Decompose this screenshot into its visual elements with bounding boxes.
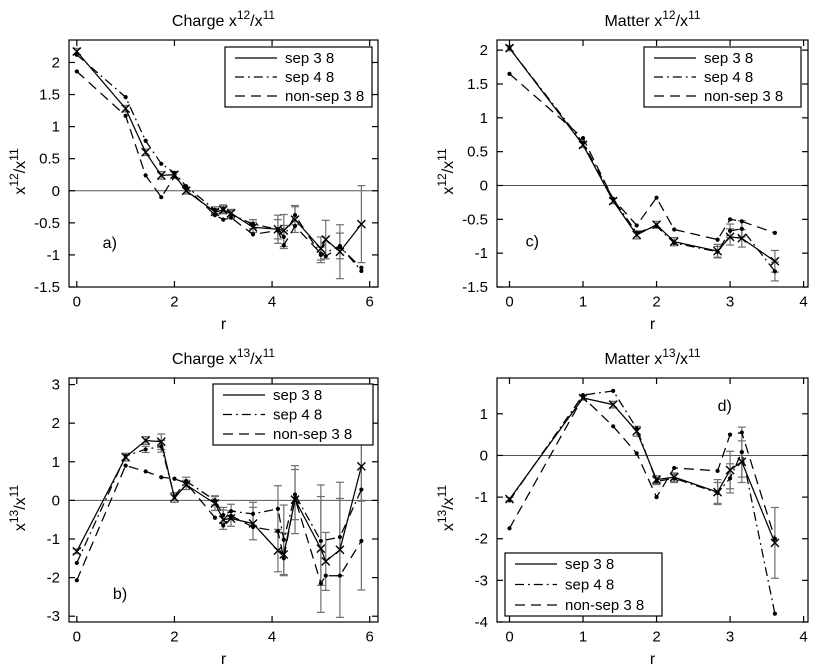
x-tick-label: 4: [267, 628, 277, 646]
y-tick-label: 2: [51, 54, 60, 72]
xlabel-a: r: [220, 316, 227, 333]
legend-label: sep 4 8: [285, 69, 335, 86]
y-tick-label: -1.5: [462, 279, 488, 296]
panel-label-c: c): [525, 233, 540, 251]
x-tick-label: 2: [652, 293, 661, 311]
legend-b: [213, 384, 373, 445]
legend-d: [505, 553, 662, 616]
series-line-b-non-sep-3-8: [77, 466, 362, 584]
series-markers-d-non-sep-3-8: [507, 395, 777, 541]
y-tick-label: 2: [51, 415, 60, 433]
subplot-c: [435, 8, 808, 333]
y-tick-label: 1.5: [467, 75, 488, 93]
legend-label: sep 3 8: [273, 387, 323, 404]
series-markers-b-sep-3-8: [73, 437, 366, 566]
y-tick-label: 1.5: [39, 86, 60, 104]
ylabel-d: $x^{13}/x^{11}$: [435, 484, 457, 532]
y-tick-label: 0: [479, 447, 488, 465]
xlabel-b: r: [220, 651, 227, 668]
y-tick-label: 0.5: [467, 143, 488, 161]
error-bars-d: [505, 396, 778, 578]
legend-label: sep 4 8: [704, 69, 754, 86]
x-tick-label: 6: [365, 628, 374, 646]
y-tick-label: -1: [474, 489, 488, 507]
x-tick-label: 1: [578, 628, 588, 646]
legend-label: sep 3 8: [565, 556, 615, 573]
x-tick-label: 4: [799, 628, 808, 646]
subplot-title-b: Charge $x^{13}/x^{11}$: [171, 346, 276, 368]
y-tick-label: 1: [51, 118, 60, 136]
y-tick-label: 0: [51, 492, 60, 510]
ylabel-b: $x^{13}/x^{11}$: [7, 484, 29, 532]
subplot-d: [435, 346, 808, 668]
x-tick-label: 0: [72, 293, 81, 311]
x-tick-label: 4: [267, 293, 277, 311]
legend-c: [644, 47, 801, 107]
x-tick-label: 0: [505, 628, 514, 646]
ylabel-a: $x^{12}/x^{11}$: [7, 148, 29, 195]
y-tick-label: -2: [46, 569, 60, 587]
y-tick-label: -1: [46, 530, 60, 548]
x-tick-label: 2: [170, 628, 179, 646]
legend-label: non-sep 3 8: [565, 597, 645, 614]
y-tick-label: -3: [46, 608, 60, 626]
legend-label: sep 4 8: [565, 576, 615, 594]
legend-label: sep 4 8: [273, 406, 323, 424]
x-tick-label: 0: [505, 293, 514, 311]
x-tick-label: 3: [725, 293, 735, 311]
y-tick-label: 0.5: [39, 150, 60, 168]
x-tick-label: 2: [652, 628, 661, 646]
x-tick-label: 4: [799, 293, 808, 311]
y-tick-label: 0: [479, 177, 488, 195]
subplot-title-d: Matter $x^{13}/x^{11}$: [604, 346, 701, 368]
subplot-b: [7, 346, 378, 668]
xlabel-d: r: [649, 651, 656, 668]
legend-label: non-sep 3 8: [285, 88, 365, 105]
panel-label-d: d): [717, 397, 732, 415]
legend-label: non-sep 3 8: [273, 426, 353, 443]
legend-label: non-sep 3 8: [704, 88, 784, 105]
y-tick-label: -4: [474, 614, 488, 631]
subplot-title-a: Charge $x^{12}/x^{11}$: [171, 8, 276, 30]
xlabel-c: r: [649, 316, 656, 333]
legend-label: sep 3 8: [285, 50, 335, 67]
subplot-a: [7, 8, 378, 333]
panel-label-b: b): [112, 585, 128, 603]
series-line-b-sep-3-8: [77, 441, 362, 562]
x-tick-label: 0: [72, 628, 81, 646]
y-tick-label: 3: [51, 376, 60, 394]
y-tick-label: -0.5: [462, 211, 488, 229]
series-line-d-non-sep-3-8: [510, 397, 775, 539]
x-tick-label: 1: [578, 293, 588, 311]
x-tick-label: 6: [365, 293, 374, 311]
legend-a: [225, 47, 372, 107]
ylabel-c: $x^{12}/x^{11}$: [435, 148, 457, 195]
y-tick-label: -3: [474, 572, 488, 590]
y-tick-label: -2: [474, 530, 488, 548]
y-tick-label: 1: [479, 405, 488, 423]
x-tick-label: 2: [170, 293, 179, 311]
y-tick-label: -0.5: [34, 214, 60, 232]
panel-label-a: a): [102, 234, 117, 252]
series-markers-b-non-sep-3-8: [75, 464, 364, 586]
y-tick-label: -1.5: [34, 279, 60, 296]
y-tick-label: 0: [51, 182, 60, 200]
y-tick-label: -1: [474, 245, 488, 263]
series-markers-d-sep-3-8: [505, 394, 778, 547]
y-tick-label: 1: [479, 109, 488, 127]
y-tick-label: -1: [46, 246, 60, 264]
x-tick-label: 3: [725, 628, 735, 646]
y-tick-label: 2: [479, 42, 488, 60]
subplot-title-c: Matter $x^{12}/x^{11}$: [604, 8, 701, 30]
series-line-d-sep-3-8: [510, 398, 775, 543]
y-tick-label: 1: [51, 453, 60, 471]
legend-label: sep 3 8: [704, 50, 754, 67]
